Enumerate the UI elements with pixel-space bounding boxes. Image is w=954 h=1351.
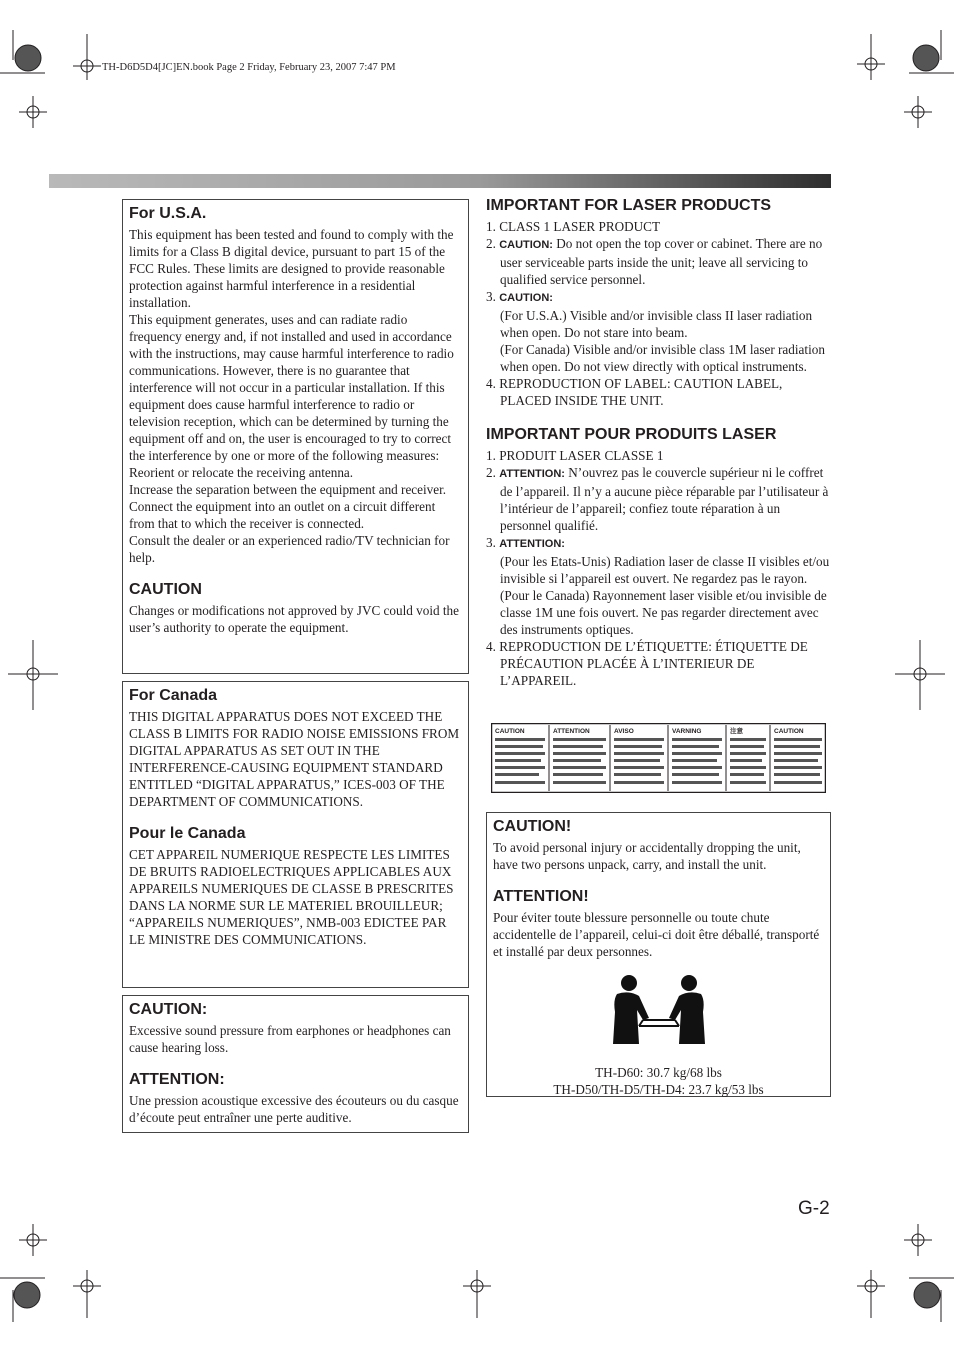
usa-title: For U.S.A. xyxy=(129,205,207,222)
sound-attention-title: ATTENTION: xyxy=(129,1071,225,1088)
usa-p2: This equipment generates, uses and can radiate radio frequency energy and, if not installed and used in accordance with the instructions, may cause harmful interference to radio communications. However, there is no guarantee that interference will not occur in a particular installation. If this equipment does cause harmful interference to radio or television reception, which can be determined by turning the equipment off and on, the user is encouraged to try to correct the interference by one or more of the following measures: xyxy=(129,312,454,463)
header-bar xyxy=(49,174,831,188)
page-number: G-2 xyxy=(798,1198,830,1219)
carry-attention-title: ATTENTION! xyxy=(493,888,589,905)
sound-caution-title: CAUTION: xyxy=(129,1001,208,1018)
label-col-5: 注意 xyxy=(730,728,743,735)
usa-p6: Consult the dealer or an experienced radio/TV technician for help. xyxy=(129,533,450,565)
sound-box xyxy=(122,995,469,1133)
laser-en-title: IMPORTANT FOR LASER PRODUCTS xyxy=(486,197,772,214)
laser-en-item-3: 3. CAUTION: (For U.S.A.) Visible and/or invisible class II laser radiation when open. Do not stare into beam. (For Canada) Visible and/or invisible class 1M laser radiation when open. Do not view directly with optical instruments. xyxy=(486,289,825,374)
weight-d50: TH-D50/TH-D5/TH-D4: 23.7 kg/53 lbs xyxy=(553,1082,764,1097)
laser-fr-title: IMPORTANT POUR PRODUITS LASER xyxy=(486,426,777,443)
usa-caution-text: Changes or modifications not approved by JVC could void the user’s authority to operate the equipment. xyxy=(129,603,460,635)
laser-en-item-4: 4. REPRODUCTION OF LABEL: CAUTION LABEL, PLACED INSIDE THE UNIT. xyxy=(486,376,783,408)
label-col-6: CAUTION xyxy=(774,728,804,735)
usa-box xyxy=(122,199,469,674)
laser-fr-item-2: 2. ATTENTION: N’ouvrez pas le couvercle supérieur ni le coffret de l’appareil. Il n’y a aucune pièce réparable par l’utilisateur à l’intérieur de l’appareil; confiez toute réparation à un personnel qualifié. xyxy=(486,465,829,533)
laser-fr-item-4: 4. REPRODUCTION DE L’ÉTIQUETTE: ÉTIQUETTE DE PRÉCAUTION PLACÉE À L’INTERIEUR DE L’APPAREIL. xyxy=(486,639,808,688)
carry-caution-text: To avoid personal injury or accidentally dropping the unit, have two persons unpack, carry, and install the unit. xyxy=(493,840,801,872)
laser-en-item-2: 2. CAUTION: Do not open the top cover or cabinet. There are no user serviceable parts inside the unit; leave all servicing to qualified service personnel. xyxy=(486,236,823,287)
carry-caution-title: CAUTION! xyxy=(493,818,572,835)
laser-section xyxy=(486,196,831,689)
carry-attention-text: Pour éviter toute blessure personnelle ou toute chute accidentelle de l’appareil, celui-ci doit être déballé, transporté et installé par deux personnes. xyxy=(493,910,820,959)
carry-box xyxy=(486,812,831,1097)
canada-box xyxy=(122,681,469,988)
usa-p4: Increase the separation between the equipment and receiver. xyxy=(129,482,447,497)
laser-fr-item-1: 1. PRODUIT LASER CLASSE 1 xyxy=(486,448,664,463)
sound-caution-text: Excessive sound pressure from earphones or headphones can cause hearing loss. xyxy=(129,1023,451,1055)
label-col-2: ATTENTION xyxy=(553,728,590,735)
label-col-1: CAUTION xyxy=(495,728,525,735)
laser-en-item-1: 1. CLASS 1 LASER PRODUCT xyxy=(486,219,661,234)
book-header: TH-D6D5D4[JC]EN.book Page 2 Friday, February 23, 2007 7:47 PM xyxy=(102,62,396,73)
label-col-4: VARNING xyxy=(672,728,702,735)
label-col-3: AVISO xyxy=(614,728,634,735)
canada-title: For Canada xyxy=(129,687,218,704)
caution-label-image xyxy=(491,723,826,793)
weight-d60: TH-D60: 30.7 kg/68 lbs xyxy=(595,1065,722,1080)
sound-attention-text: Une pression acoustique excessive des écouteurs ou du casque d’écoute peut entraîner une perte auditive. xyxy=(129,1093,459,1125)
usa-caution-title: CAUTION xyxy=(129,581,202,598)
laser-fr-item-3: 3. ATTENTION: (Pour les Etats-Unis) Radiation laser de classe II visibles et/ou invisible si l’appareil est ouvert. Ne regardez pas le rayon. (Pour le Canada) Rayonnement laser visible et/ou invisible de classe 1M une fois ouvert. Ne pas regarder directement avec des instruments optiques. xyxy=(486,535,830,637)
usa-p1: This equipment has been tested and found to comply with the limits for a Class B digital device, pursuant to part 15 of the FCC Rules. These limits are designed to provide reasonable protection against harmful interference in a residential installation. xyxy=(129,227,454,310)
canada-fr-title: Pour le Canada xyxy=(129,825,246,842)
canada-fr-text: CET APPAREIL NUMERIQUE RESPECTE LES LIMITES DE BRUITS RADIOELECTRIQUES APPLICABLES AUX APPAREILS NUMERIQUES DE CLASSE B PRESCRITES DANS LA NORME SUR LE MATERIEL BROUILLEUR; “APPAREILS NUMERIQUES”, NMB-003 EDICTEE PAR LE MINISTRE DES COMMUNICATIONS. xyxy=(129,847,454,947)
usa-p3: Reorient or relocate the receiving antenna. xyxy=(129,465,354,480)
usa-p5: Connect the equipment into an outlet on a circuit different from that to which the receiver is connected. xyxy=(129,499,436,531)
canada-text: THIS DIGITAL APPARATUS DOES NOT EXCEED THE CLASS B LIMITS FOR RADIO NOISE EMISSIONS FROM DIGITAL APPARATUS AS SET OUT IN THE INTERFERENCE-CAUSING EQUIPMENT STANDARD ENTITLED “DIGITAL APPARATUS,” ICES-003 OF THE DEPARTMENT OF COMMUNICATIONS. xyxy=(129,709,460,809)
two-person-lift-icon xyxy=(609,974,709,1046)
